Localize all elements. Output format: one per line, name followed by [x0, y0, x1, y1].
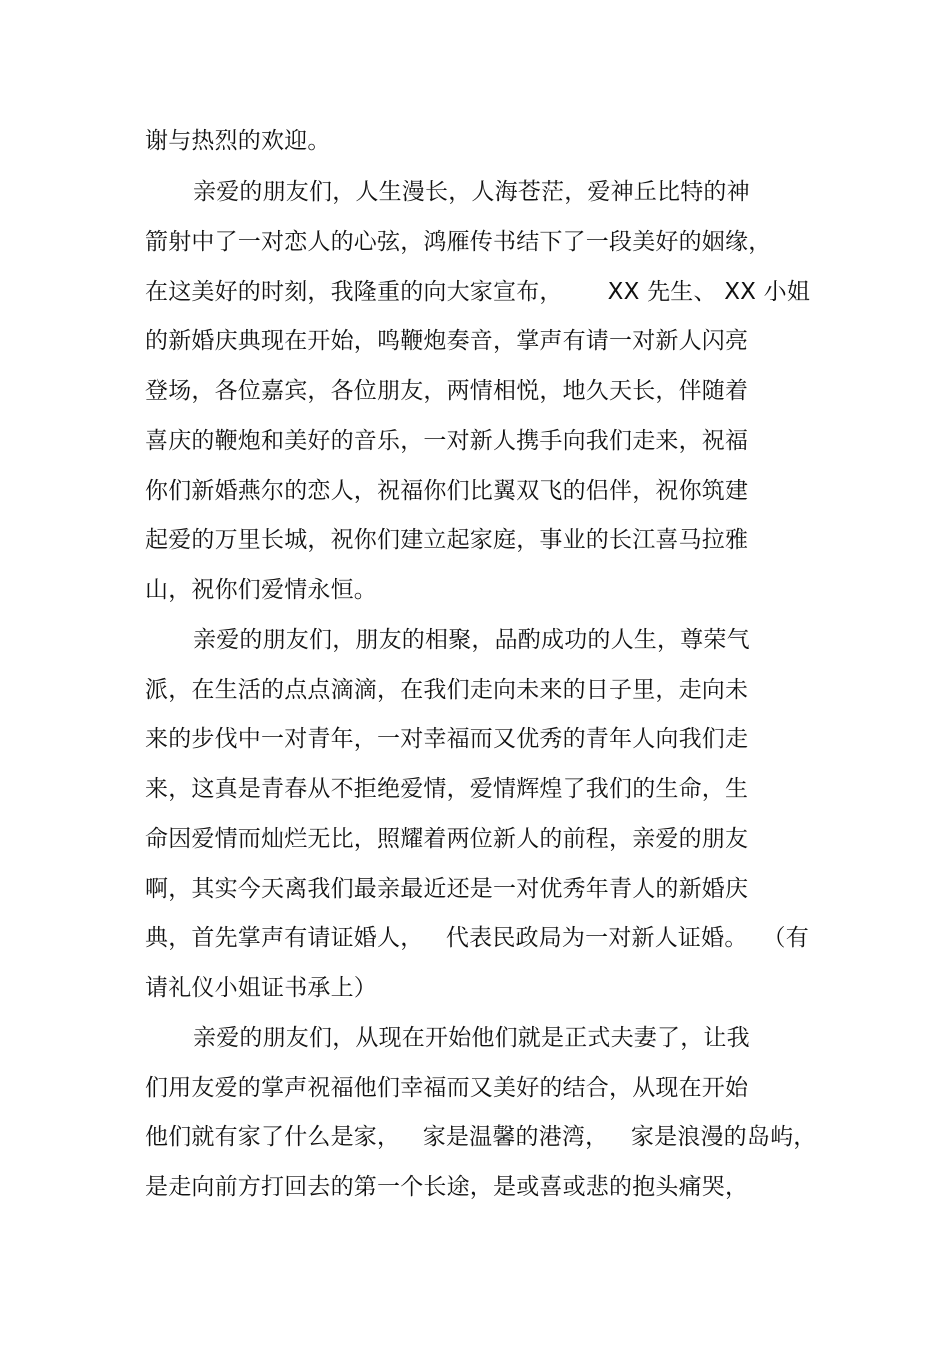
text-line: 起爱的万里长城，祝你们建立起家庭，事业的长江喜马拉雅: [145, 527, 749, 553]
text-line: 在这美好的时刻，我隆重的向大家宣布， XX 先生、 XX 小姐: [145, 279, 811, 305]
text-line: 啊，其实今天离我们最亲最近还是一对优秀年青人的新婚庆: [145, 876, 749, 902]
text-line: 你们新婚燕尔的恋人，祝福你们比翼双飞的侣伴，祝你筑建: [145, 478, 749, 504]
text-line: 喜庆的鞭炮和美好的音乐，一对新人携手向我们走来，祝福: [145, 428, 749, 454]
text-line: 是走向前方打回去的第一个长途，是或喜或悲的抱头痛哭，: [145, 1174, 749, 1200]
text-line: 的新婚庆典现在开始，鸣鞭炮奏音，掌声有请一对新人闪亮: [145, 328, 749, 354]
text-line: 派，在生活的点点滴滴，在我们走向未来的日子里，走向未: [145, 677, 749, 703]
text-line: 命因爱情而灿烂无比，照耀着两位新人的前程，亲爱的朋友: [145, 826, 749, 852]
text-line: 山，祝你们爱情永恒。: [145, 577, 377, 603]
text-line: 来，这真是青春从不拒绝爱情，爱情辉煌了我们的生命，生: [145, 776, 749, 802]
text-line: 典，首先掌声有请证婚人， 代表民政局为一对新人证婚。 （有: [145, 925, 809, 951]
text-line: 请礼仪小姐证书承上）: [145, 975, 377, 1001]
text-line: 箭射中了一对恋人的心弦，鸿雁传书结下了一段美好的姻缘，: [145, 229, 772, 255]
text-line: 他们就有家了什么是家， 家是温馨的港湾， 家是浪漫的岛屿，: [145, 1124, 817, 1150]
paragraph-start-line: 亲爱的朋友们，朋友的相聚，品酌成功的人生，尊荣气: [193, 627, 750, 653]
text-line: 谢与热烈的欢迎。: [145, 128, 331, 154]
text-line: 登场，各位嘉宾，各位朋友，两情相悦，地久天长，伴随着: [145, 378, 749, 404]
paragraph-start-line: 亲爱的朋友们，人生漫长，人海苍茫，爱神丘比特的神: [193, 179, 750, 205]
text-line: 们用友爱的掌声祝福他们幸福而又美好的结合，从现在开始: [145, 1075, 749, 1101]
paragraph-start-line: 亲爱的朋友们，从现在开始他们就是正式夫妻了，让我: [193, 1025, 750, 1051]
text-line: 来的步伐中一对青年，一对幸福而又优秀的青年人向我们走: [145, 726, 749, 752]
